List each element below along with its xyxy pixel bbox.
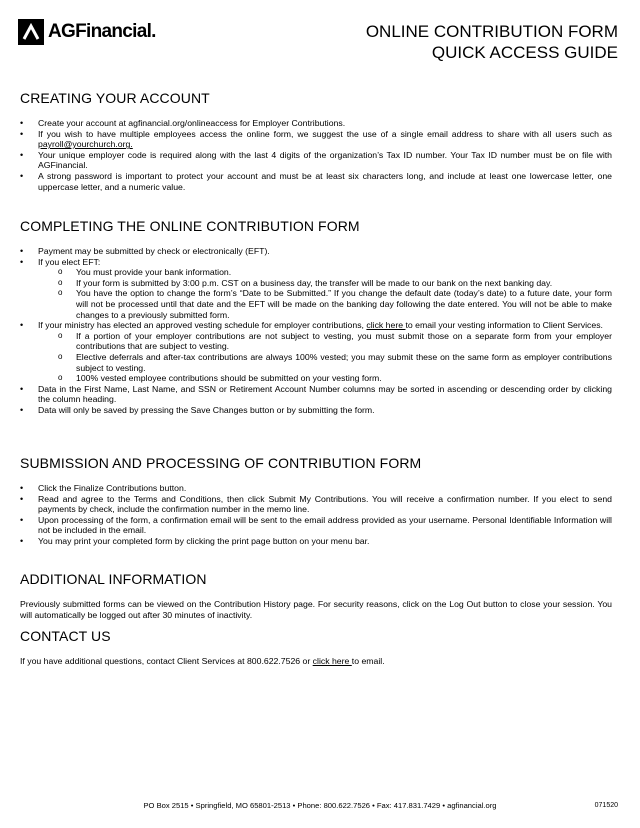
logo-text: AGFinancial. <box>48 21 156 42</box>
sub-list-item: o If a portion of your employer contributions are not subject to vesting, you must submit those on a separate form from your employer contributions that are subject to vesting. <box>58 331 612 352</box>
list-item: • Data will only be saved by pressing the Save Changes button or by submitting the form. <box>20 405 612 416</box>
section-submission <box>20 455 612 547</box>
list-item: • Data in the First Name, Last Name, and SSN or Retirement Account Number columns may be sorted in ascending or descending order by clicking the column heading. <box>20 384 612 405</box>
section-creating-account <box>20 90 612 192</box>
list-item: • Payment may be submitted by check or electronically (EFT). <box>20 246 612 257</box>
sub-list <box>38 267 612 320</box>
list-item-text: If you elect EFT: <box>38 256 101 267</box>
sub-list-item: o Elective deferrals and after-tax contributions are always 100% vested; you may submit these on the same form as employer contributions subject to vesting. <box>58 352 612 373</box>
contact-text: If you have additional questions, contact Client Services at 800.622.7526 or <box>20 656 313 666</box>
list-item: • A strong password is important to protect your account and must be at least six characters long, and include at least one lowercase letter, one uppercase letter, and a numeric value. <box>20 171 612 192</box>
sub-list-item: o If your form is submitted by 3:00 p.m. CST on a business day, the transfer will be made to our bank on the next banking day. <box>58 278 612 289</box>
section-heading: COMPLETING THE ONLINE CONTRIBUTION FORM <box>20 218 360 234</box>
sub-list <box>38 331 612 384</box>
section-heading: SUBMISSION AND PROCESSING OF CONTRIBUTION FORM <box>20 455 422 471</box>
section-additional-info <box>20 571 612 620</box>
paragraph <box>20 656 612 667</box>
agfinancial-logo <box>18 19 156 45</box>
section-contact <box>20 628 612 667</box>
title-line-1: ONLINE CONTRIBUTION FORM <box>365 22 618 41</box>
list-item: • Read and agree to the Terms and Conditions, then click Submit My Contributions. You will receive a confirmation number. If you elect to send payments by check, include the confirmation number in the memo line. <box>20 494 612 515</box>
footer-address: PO Box 2515 • Springfield, MO 65801-2513 • Phone: 800.622.7526 • Fax: 417.831.7429 • agfinancial.org <box>143 801 497 810</box>
list-item-text: If you wish to have multiple employees access the online form, we suggest the use of a single email address to share with all users such as <box>38 128 612 139</box>
document-title <box>366 21 618 63</box>
email-link[interactable]: payroll@yourchurch.org. <box>38 139 133 150</box>
sub-list-item: o You must provide your bank information. <box>58 267 612 278</box>
section-completing-form <box>20 218 612 416</box>
bullet-list <box>20 483 612 547</box>
contact-email-link[interactable]: click here <box>312 656 352 666</box>
list-item: • Your unique employer code is required along with the last 4 digits of the organization’s Tax ID number. Your Tax ID number must be on file with AGFinancial. <box>20 150 612 171</box>
list-item: • You may print your completed form by clicking the print page button on your menu bar. <box>20 536 612 547</box>
sub-list-item: o You have the option to change the form’s “Date to be Submitted.” If you change the default date (today’s date) to a future date, your form will not be processed until that date and the EFT will be made on the banking day following the date entered. You will not be able to make changes to a previously submitted form. <box>58 288 612 320</box>
contact-text: to email. <box>351 656 385 666</box>
list-item <box>20 257 612 321</box>
section-heading: CREATING YOUR ACCOUNT <box>20 90 210 106</box>
list-item: • Upon processing of the form, a confirmation email will be sent to the email address provided as your username. Personal Identifiable Information will not be included in the email. <box>20 515 612 536</box>
paragraph: Previously submitted forms can be viewed on the Contribution History page. For security reasons, click on the Log Out button to close your session. You will automatically be logged out after 30 minutes of inactivity. <box>20 599 612 620</box>
list-item: • Click the Finalize Contributions button. <box>20 483 612 494</box>
sub-list-item: o 100% vested employee contributions should be submitted on your vesting form. <box>58 373 612 384</box>
section-heading: ADDITIONAL INFORMATION <box>20 571 207 587</box>
vesting-email-link[interactable]: click here <box>366 320 406 331</box>
bullet-list <box>20 246 612 416</box>
title-line-2: QUICK ACCESS GUIDE <box>431 43 618 62</box>
bullet-list <box>20 118 612 192</box>
document-code: 071520 <box>594 802 618 809</box>
list-item: • Create your account at agfinancial.org/onlineaccess for Employer Contributions. <box>20 118 612 129</box>
list-item <box>20 129 612 150</box>
list-item-text: If your ministry has elected an approved vesting schedule for employer contributions, <box>38 320 367 331</box>
list-item-text: to email your vesting information to Client Services. <box>405 320 603 331</box>
ag-logo-icon <box>18 19 44 45</box>
section-heading: CONTACT US <box>20 628 111 644</box>
list-item <box>20 320 612 384</box>
